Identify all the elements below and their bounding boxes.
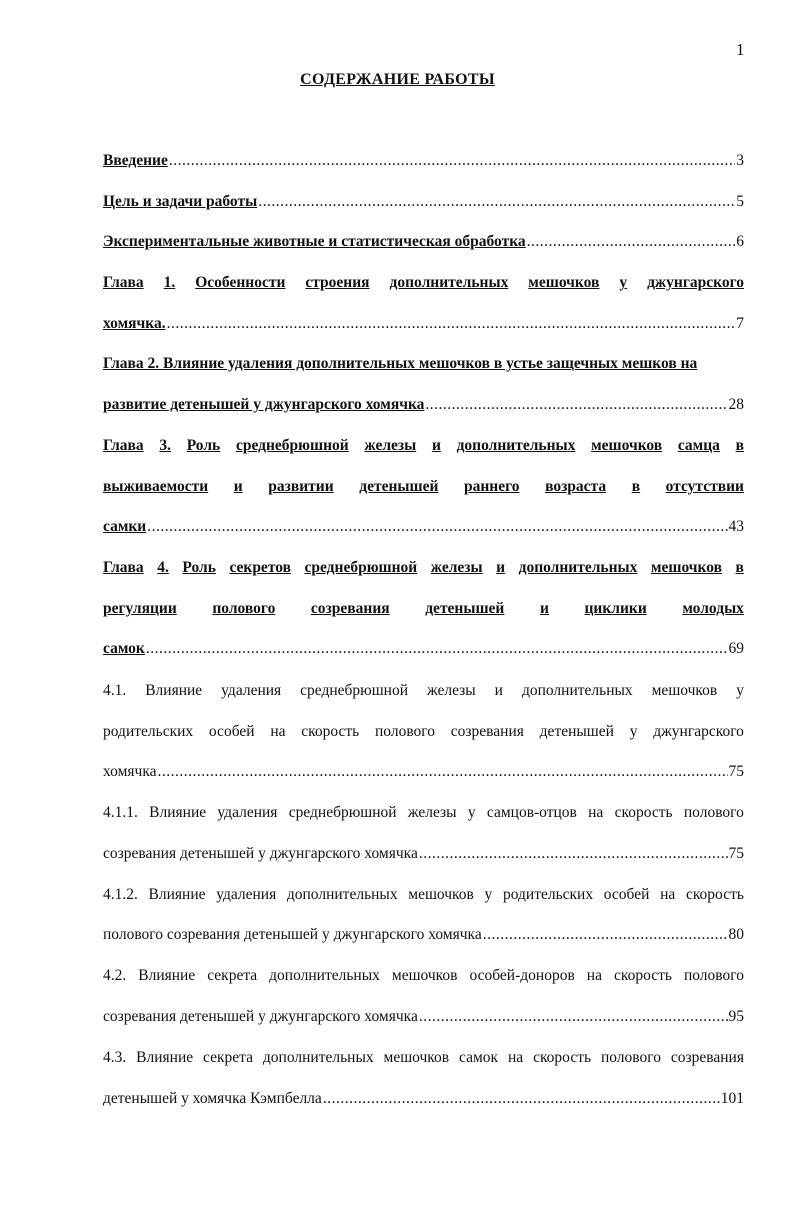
word: у xyxy=(619,274,628,291)
word: детенышей xyxy=(425,600,505,617)
word: выживаемости xyxy=(103,478,209,495)
word: 1. xyxy=(163,274,176,291)
word: развитии xyxy=(268,478,334,495)
leader-dots xyxy=(483,924,728,946)
word: молодых xyxy=(682,600,744,617)
toc-page: 28 xyxy=(728,396,744,413)
word: Роль xyxy=(186,437,221,454)
word: Особенности xyxy=(195,274,286,291)
toc-page: 95 xyxy=(728,1008,744,1025)
word: у xyxy=(736,682,744,699)
word: и xyxy=(539,600,549,617)
toc-s41-line1 xyxy=(103,680,744,702)
toc-entry-s41 xyxy=(103,761,744,783)
word: дополнительных xyxy=(262,1049,374,1066)
toc-page: 75 xyxy=(728,845,744,862)
toc-entry-goals xyxy=(103,191,744,213)
page-title: СОДЕРЖАНИЕ РАБОТЫ xyxy=(300,71,495,88)
word: секрета xyxy=(203,1049,253,1066)
word: родительских xyxy=(502,886,594,903)
word: созревания xyxy=(670,1049,744,1066)
word: в xyxy=(735,437,744,454)
word: Влияние xyxy=(145,682,203,699)
word: секрета xyxy=(207,967,258,984)
toc-label: созревания детенышей у джунгарского хомячка xyxy=(103,1008,418,1025)
word: и xyxy=(431,437,441,454)
toc-entry-s412 xyxy=(103,924,744,946)
word: регуляции xyxy=(103,600,177,617)
toc-page: 6 xyxy=(736,233,744,250)
toc-entry-s42 xyxy=(103,1006,744,1028)
word: скорость xyxy=(613,967,672,984)
toc-entry-ch3 xyxy=(103,516,744,538)
toc-label: самок xyxy=(103,640,145,657)
toc-label: Цель и задачи работы xyxy=(103,193,258,210)
toc-entry-s43 xyxy=(103,1088,744,1110)
toc-s42-line1 xyxy=(103,965,744,987)
word: родительских xyxy=(103,723,194,740)
word: полового xyxy=(600,1049,661,1066)
toc-s41-line2 xyxy=(103,721,744,743)
toc-ch2-line1: Глава 2. Влияние удаления дополнительных мешочков в устье защечных мешков на xyxy=(103,355,698,372)
word: в xyxy=(631,478,641,495)
toc-ch4-line1 xyxy=(103,557,744,579)
leader-dots xyxy=(323,1088,720,1110)
word: и xyxy=(233,478,243,495)
word: Влияние xyxy=(136,1049,194,1066)
word: детенышей xyxy=(359,478,439,495)
word: особей xyxy=(603,886,650,903)
leader-dots xyxy=(146,638,728,660)
word: на xyxy=(270,723,286,740)
word: у xyxy=(484,886,493,903)
word: железы xyxy=(364,437,417,454)
word: мешочков xyxy=(528,274,600,291)
word: мешочков xyxy=(650,559,723,576)
word: циклики xyxy=(584,600,647,617)
leader-dots xyxy=(258,191,735,213)
word: и xyxy=(496,559,506,576)
toc-page: 3 xyxy=(736,152,744,169)
word: на xyxy=(507,1049,524,1066)
leader-dots xyxy=(419,1006,728,1028)
word: особей-доноров xyxy=(469,967,575,984)
word: особей xyxy=(208,723,255,740)
word: 4. xyxy=(157,559,169,576)
word: самцов-отцов xyxy=(486,804,577,821)
word: созревания xyxy=(450,723,524,740)
toc-page: 80 xyxy=(728,926,744,943)
toc-label: созревания детенышей у джунгарского хомячка xyxy=(103,845,418,862)
word: среднебрюшной xyxy=(300,682,408,699)
toc-label: самки xyxy=(103,518,147,535)
toc-label: хомячка xyxy=(103,763,157,780)
word: удаления xyxy=(216,886,277,903)
word: у xyxy=(629,723,638,740)
toc-page: 43 xyxy=(728,518,744,535)
page-number: 1 xyxy=(736,40,745,59)
toc-page: 69 xyxy=(728,640,744,657)
word: на xyxy=(660,886,676,903)
word: мешочков xyxy=(383,1049,450,1066)
toc-entry-ch4 xyxy=(103,638,744,660)
word: самца xyxy=(677,437,720,454)
word: скорость xyxy=(614,804,673,821)
toc-ch4-line2 xyxy=(103,598,744,620)
toc-page: 75 xyxy=(728,763,744,780)
toc-label: полового созревания детенышей у джунгарского хомячка xyxy=(103,926,482,943)
word: отсутствии xyxy=(665,478,744,495)
leader-dots xyxy=(167,313,736,335)
word: на xyxy=(586,967,602,984)
word: мешочков xyxy=(408,886,474,903)
word: железы xyxy=(407,804,457,821)
word: скорость xyxy=(685,886,744,903)
word: 4.1. xyxy=(103,682,127,699)
toc-label: хомячка. xyxy=(103,315,166,332)
leader-dots xyxy=(158,761,728,783)
toc-label: детенышей у хомячка Кэмпбелла xyxy=(103,1090,322,1107)
toc-ch1-line1 xyxy=(103,272,744,294)
word: Влияние xyxy=(138,967,196,984)
leader-dots xyxy=(425,394,727,416)
word: строения xyxy=(305,274,370,291)
toc-entry-ch1 xyxy=(103,313,744,335)
word: среднебрюшной xyxy=(235,437,349,454)
word: джунгарского xyxy=(647,274,744,291)
toc-entry-s411 xyxy=(103,843,744,865)
toc-entry-intro xyxy=(103,150,744,172)
word: среднебрюшной xyxy=(304,559,418,576)
word: полового xyxy=(683,804,744,821)
toc-s411-line1 xyxy=(103,802,744,824)
word: детенышей xyxy=(539,723,614,740)
word: раннего xyxy=(463,478,520,495)
word: полового xyxy=(375,723,436,740)
toc-label: Экспериментальные животные и статистическая обработка xyxy=(103,233,526,250)
word: удаления xyxy=(217,804,278,821)
word: Глава xyxy=(103,437,144,454)
toc-page: 101 xyxy=(720,1090,744,1107)
word: Глава xyxy=(103,559,144,576)
word: Влияние xyxy=(148,886,206,903)
toc-entry-ch2 xyxy=(103,394,744,416)
word: дополнительных xyxy=(389,274,509,291)
toc-s43-line1 xyxy=(103,1047,744,1069)
word: скорость xyxy=(533,1049,592,1066)
word: у xyxy=(467,804,476,821)
word: Роль xyxy=(182,559,216,576)
word: полового xyxy=(683,967,744,984)
word: 4.1.1. xyxy=(103,804,138,821)
word: дополнительных xyxy=(518,559,638,576)
word: 4.2. xyxy=(103,967,127,984)
word: и xyxy=(494,682,503,699)
word: созревания xyxy=(310,600,390,617)
word: дополнительных xyxy=(521,682,633,699)
toc-s412-line1 xyxy=(103,884,744,906)
toc-ch3-line2 xyxy=(103,476,744,498)
word: самок xyxy=(459,1049,499,1066)
word: мешочков xyxy=(591,437,663,454)
word: 4.3. xyxy=(103,1049,127,1066)
word: дополнительных xyxy=(269,967,380,984)
toc-page: 7 xyxy=(736,315,744,332)
word: дополнительных xyxy=(286,886,398,903)
word: железы xyxy=(426,682,476,699)
leader-dots xyxy=(169,150,735,172)
word: железы xyxy=(430,559,483,576)
toc-label: Введение xyxy=(103,152,168,169)
word: скорость xyxy=(301,723,360,740)
word: мешочков xyxy=(391,967,458,984)
word: полового xyxy=(212,600,276,617)
word: Влияние xyxy=(149,804,207,821)
word: 4.1.2. xyxy=(103,886,138,903)
word: 3. xyxy=(159,437,172,454)
toc-page: 5 xyxy=(736,193,744,210)
word: возраста xyxy=(545,478,607,495)
leader-dots xyxy=(527,231,736,253)
word: на xyxy=(588,804,604,821)
word: в xyxy=(735,559,744,576)
word: Глава xyxy=(103,274,144,291)
word: среднебрюшной xyxy=(288,804,397,821)
leader-dots xyxy=(147,516,727,538)
word: дополнительных xyxy=(456,437,576,454)
word: секретов xyxy=(229,559,291,576)
toc-entry-animals xyxy=(103,231,744,253)
word: мешочков xyxy=(651,682,718,699)
word: удаления xyxy=(221,682,282,699)
toc-label: развитие детенышей у джунгарского хомячка xyxy=(103,396,425,413)
leader-dots xyxy=(419,843,728,865)
word: джунгарского xyxy=(653,723,744,740)
toc-ch3-line1 xyxy=(103,435,744,457)
